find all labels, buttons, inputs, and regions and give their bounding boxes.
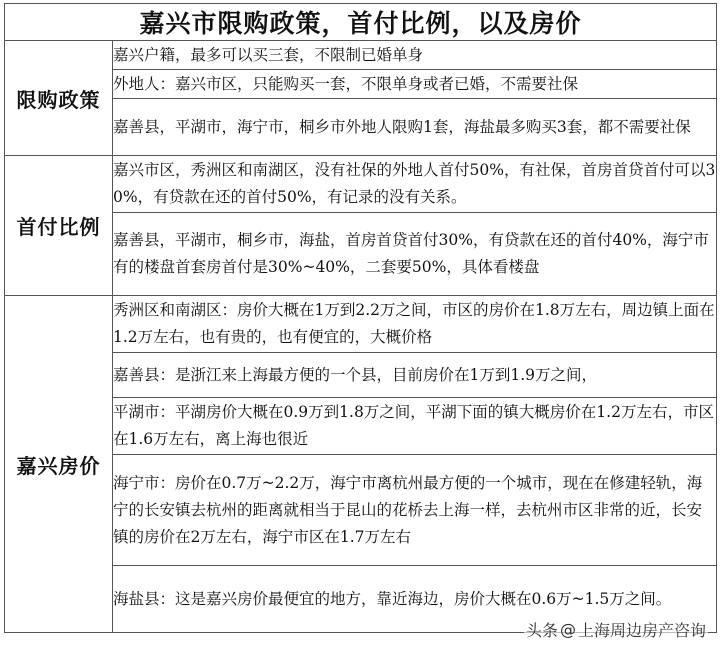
price-cell: 海盐县：这是嘉兴房价最便宜的地方，靠近海边，房价大概在0.6万~1.5万之间。: [113, 566, 717, 633]
policy-cell: 嘉善县，平湖市，海宁市，桐乡市外地人限购1套，海盐最多购买3套，都不需要社保: [113, 99, 717, 156]
category-cell-purchase-policy: 限购政策: [5, 41, 113, 156]
category-cell-house-price: 嘉兴房价: [5, 296, 113, 633]
price-cell-text: 嘉善县：是浙江来上海最方便的一个县，目前房价在1万到1.9万之间，: [113, 365, 598, 384]
down-payment-cell: 嘉兴市区，秀洲区和南湖区，没有社保的外地人首付50%，有社保，首房首贷首付可以30%，有贷款在还的首付50%，有记录的没有关系。: [113, 156, 717, 213]
watermark-at: @: [559, 620, 576, 639]
price-cell: 平湖市：平湖房价大概在0.9万到1.8万之间，平湖下面的镇大概房价在1.2万左右，市区在1.6万左右，离上海也很近: [113, 398, 717, 455]
price-cell: 秀洲区和南湖区：房价大概在1万到2.2万之间，市区的房价在1.8万左右，周边镇上面在1.2万左右，也有贵的，也有便宜的，大概价格: [113, 296, 717, 353]
category-cell-down-payment: 首付比例: [5, 156, 113, 296]
table-row: [5, 296, 717, 353]
watermark: [524, 618, 708, 641]
watermark-account: 上海周边房产咨询: [577, 621, 706, 640]
price-cell: 海宁市：房价在0.7万~2.2万，海宁市离杭州最方便的一个城市，现在在修建轻轨，海宁的长安镇去杭州的距离就相当于昆山的花桥去上海一样，去杭州市区非常的近，长安镇的房价在2万左右，海宁市区在1.7万左右: [113, 455, 717, 566]
page-title: 嘉兴市限购政策，首付比例，以及房价: [5, 4, 717, 41]
policy-table: [4, 3, 717, 633]
watermark-prefix: 头条: [525, 621, 558, 640]
policy-cell: 嘉兴户籍，最多可以买三套，不限制已婚单身: [113, 41, 717, 70]
policy-cell: 外地人：嘉兴市区，只能购买一套，不限单身或者已婚，不需要社保: [113, 70, 717, 99]
down-payment-cell: 嘉善县，平湖市，桐乡市，海盐，首房首贷首付30%，有贷款在还的首付40%，海宁市有的楼盘首套房首付是30%~40%，二套要50%，具体看楼盘: [113, 213, 717, 296]
table-row: [5, 41, 717, 70]
price-cell-jiashan: [113, 353, 717, 398]
title-row: [5, 4, 717, 41]
table-row: [5, 156, 717, 213]
